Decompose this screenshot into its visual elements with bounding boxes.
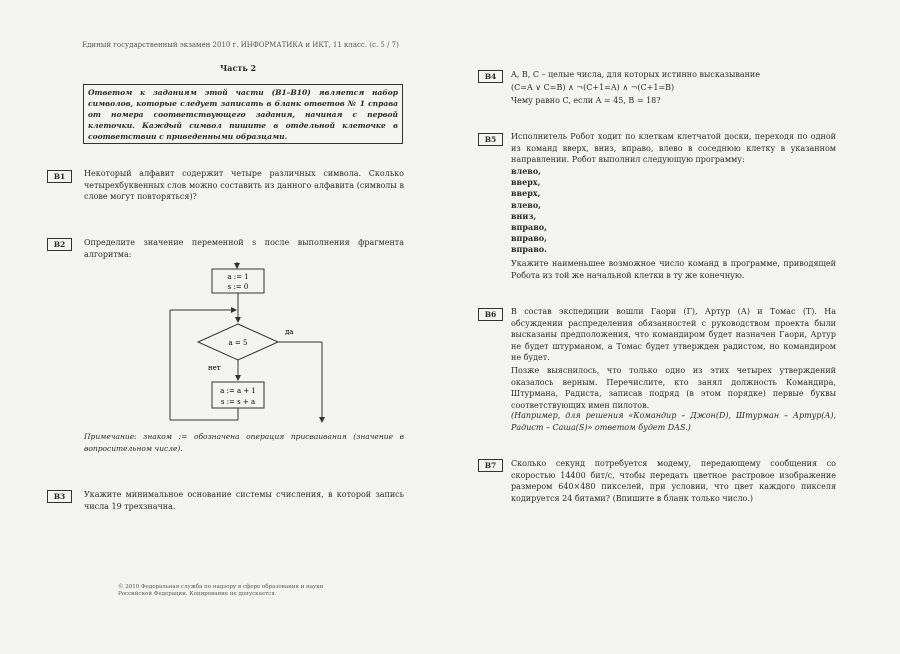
- question-text-b7: Сколько секунд потребуется модему, передающему сообщения со скоростью 14400 бит/с, чтобы передать цветное растровое изображение размером 640×480 пикселей, при условии, что цвет каждого пикселя кодируется 24 битами? (Впишите в бланк только число.): [511, 459, 836, 503]
- b4-formula: (C=A ∨ C=B) ∧ ¬(C+1=A) ∧ ¬(C+1=B): [511, 83, 675, 92]
- question-text-b5: Исполнитель Робот ходит по клеткам клетчатой доски, переходя по одной из команд вверх, вниз, вправо, влево в соседнюю клетку в указанном направлении. Робот выполнил следующую программу:: [511, 132, 836, 164]
- b5-command: вправо,: [511, 222, 547, 233]
- question-number-b7: B7: [478, 459, 503, 472]
- question-number-b4: B4: [478, 70, 503, 83]
- question-number-b2: B2: [47, 238, 72, 251]
- b5-commands: [511, 166, 547, 256]
- flow-no: нет: [208, 364, 221, 372]
- b4-line1: A, B, C – целые числа, для которых истинно высказывание: [511, 70, 760, 79]
- b6-paragraph-2: Позже выяснилось, что только одно из этих четырех утверждений оказалось верным. Перечислите, кто занял должность Командира, Штурмана, Радиста, записав подряд (в этом порядке) первые буквы соответствующих имен пилотов.: [511, 366, 836, 410]
- flow-yes: да: [285, 328, 294, 336]
- flow-cond-text: a = 5: [228, 339, 248, 347]
- b2-note: Примечание: знаком := обозначена операция присваивания (значение в вопросительном числе).: [84, 432, 404, 453]
- question-number-b1: B1: [47, 170, 72, 183]
- flow-body-1: a := a + 1: [220, 387, 256, 395]
- b5-command: влево,: [511, 199, 541, 210]
- flow-body-2: s := s + a: [220, 398, 256, 406]
- b5-command: вниз,: [511, 210, 537, 221]
- flow-init-2: s := 0: [227, 283, 249, 291]
- question-text-b3: Укажите минимальное основание системы счисления, в которой запись числа 19 трехзначна.: [84, 490, 404, 511]
- question-number-b3: B3: [47, 490, 72, 503]
- instructions-box: Ответом к заданиям этой части (В1–В10) является набор символов, которые следует записать в бланк ответов № 1 справа от номера соответствующего задания, начиная с первой клеточки. Каждый символ пишите в отдельной клеточке в соответствии с приведенными образцами.: [83, 84, 403, 144]
- page-header: Единый государственный экзамен 2010 г. ИНФОРМАТИКА и ИКТ, 11 класс. (с. 5 / 7): [82, 41, 399, 49]
- question-text-b1: Некоторый алфавит содержит четыре различных символа. Сколько четырехбуквенных слов можно составить из данного алфавита (символы в слове могут повторяться)?: [84, 169, 404, 201]
- b5-command: вверх,: [511, 188, 541, 199]
- question-text-b2: Определите значение переменной s после выполнения фрагмента алгоритма:: [84, 238, 404, 259]
- b6-paragraph-1: В состав экспедиции вошли Гаори (Г), Артур (А) и Томас (Т). На обсуждении распределения обязанностей с руководством проекта были высказаны предположения, что командиром будет назначен Гаори, Артур не будет штурманом, а Томас будет утвержден радистом, но командиром не будет.: [511, 307, 836, 362]
- b5-after: Укажите наименьшее возможное число команд в программе, приводящей Робота из той же начальной клетки в ту же конечную.: [511, 259, 836, 280]
- page-footer: © 2010 Федеральная служба по надзору в сфере образования и науки Российской Федерации. Копирование не допускается.: [118, 584, 324, 597]
- question-number-b5: B5: [478, 133, 503, 146]
- b6-paragraph-3: (Например, для решения «Командир – Джон(D), Штурман – Артур(A), Радист – Саша(S)» ответом будет DAS.): [511, 411, 836, 432]
- question-number-b6: B6: [478, 308, 503, 321]
- flowchart: [140, 262, 360, 432]
- b5-command: вверх,: [511, 177, 541, 188]
- b4-line3: Чему равно C, если A = 45, B = 18?: [511, 96, 661, 105]
- b5-command: вправо.: [511, 244, 547, 255]
- b5-command: вправо,: [511, 233, 547, 244]
- b5-command: влево,: [511, 166, 541, 176]
- part-title: Часть 2: [220, 63, 257, 73]
- flow-init-1: a := 1: [227, 273, 249, 281]
